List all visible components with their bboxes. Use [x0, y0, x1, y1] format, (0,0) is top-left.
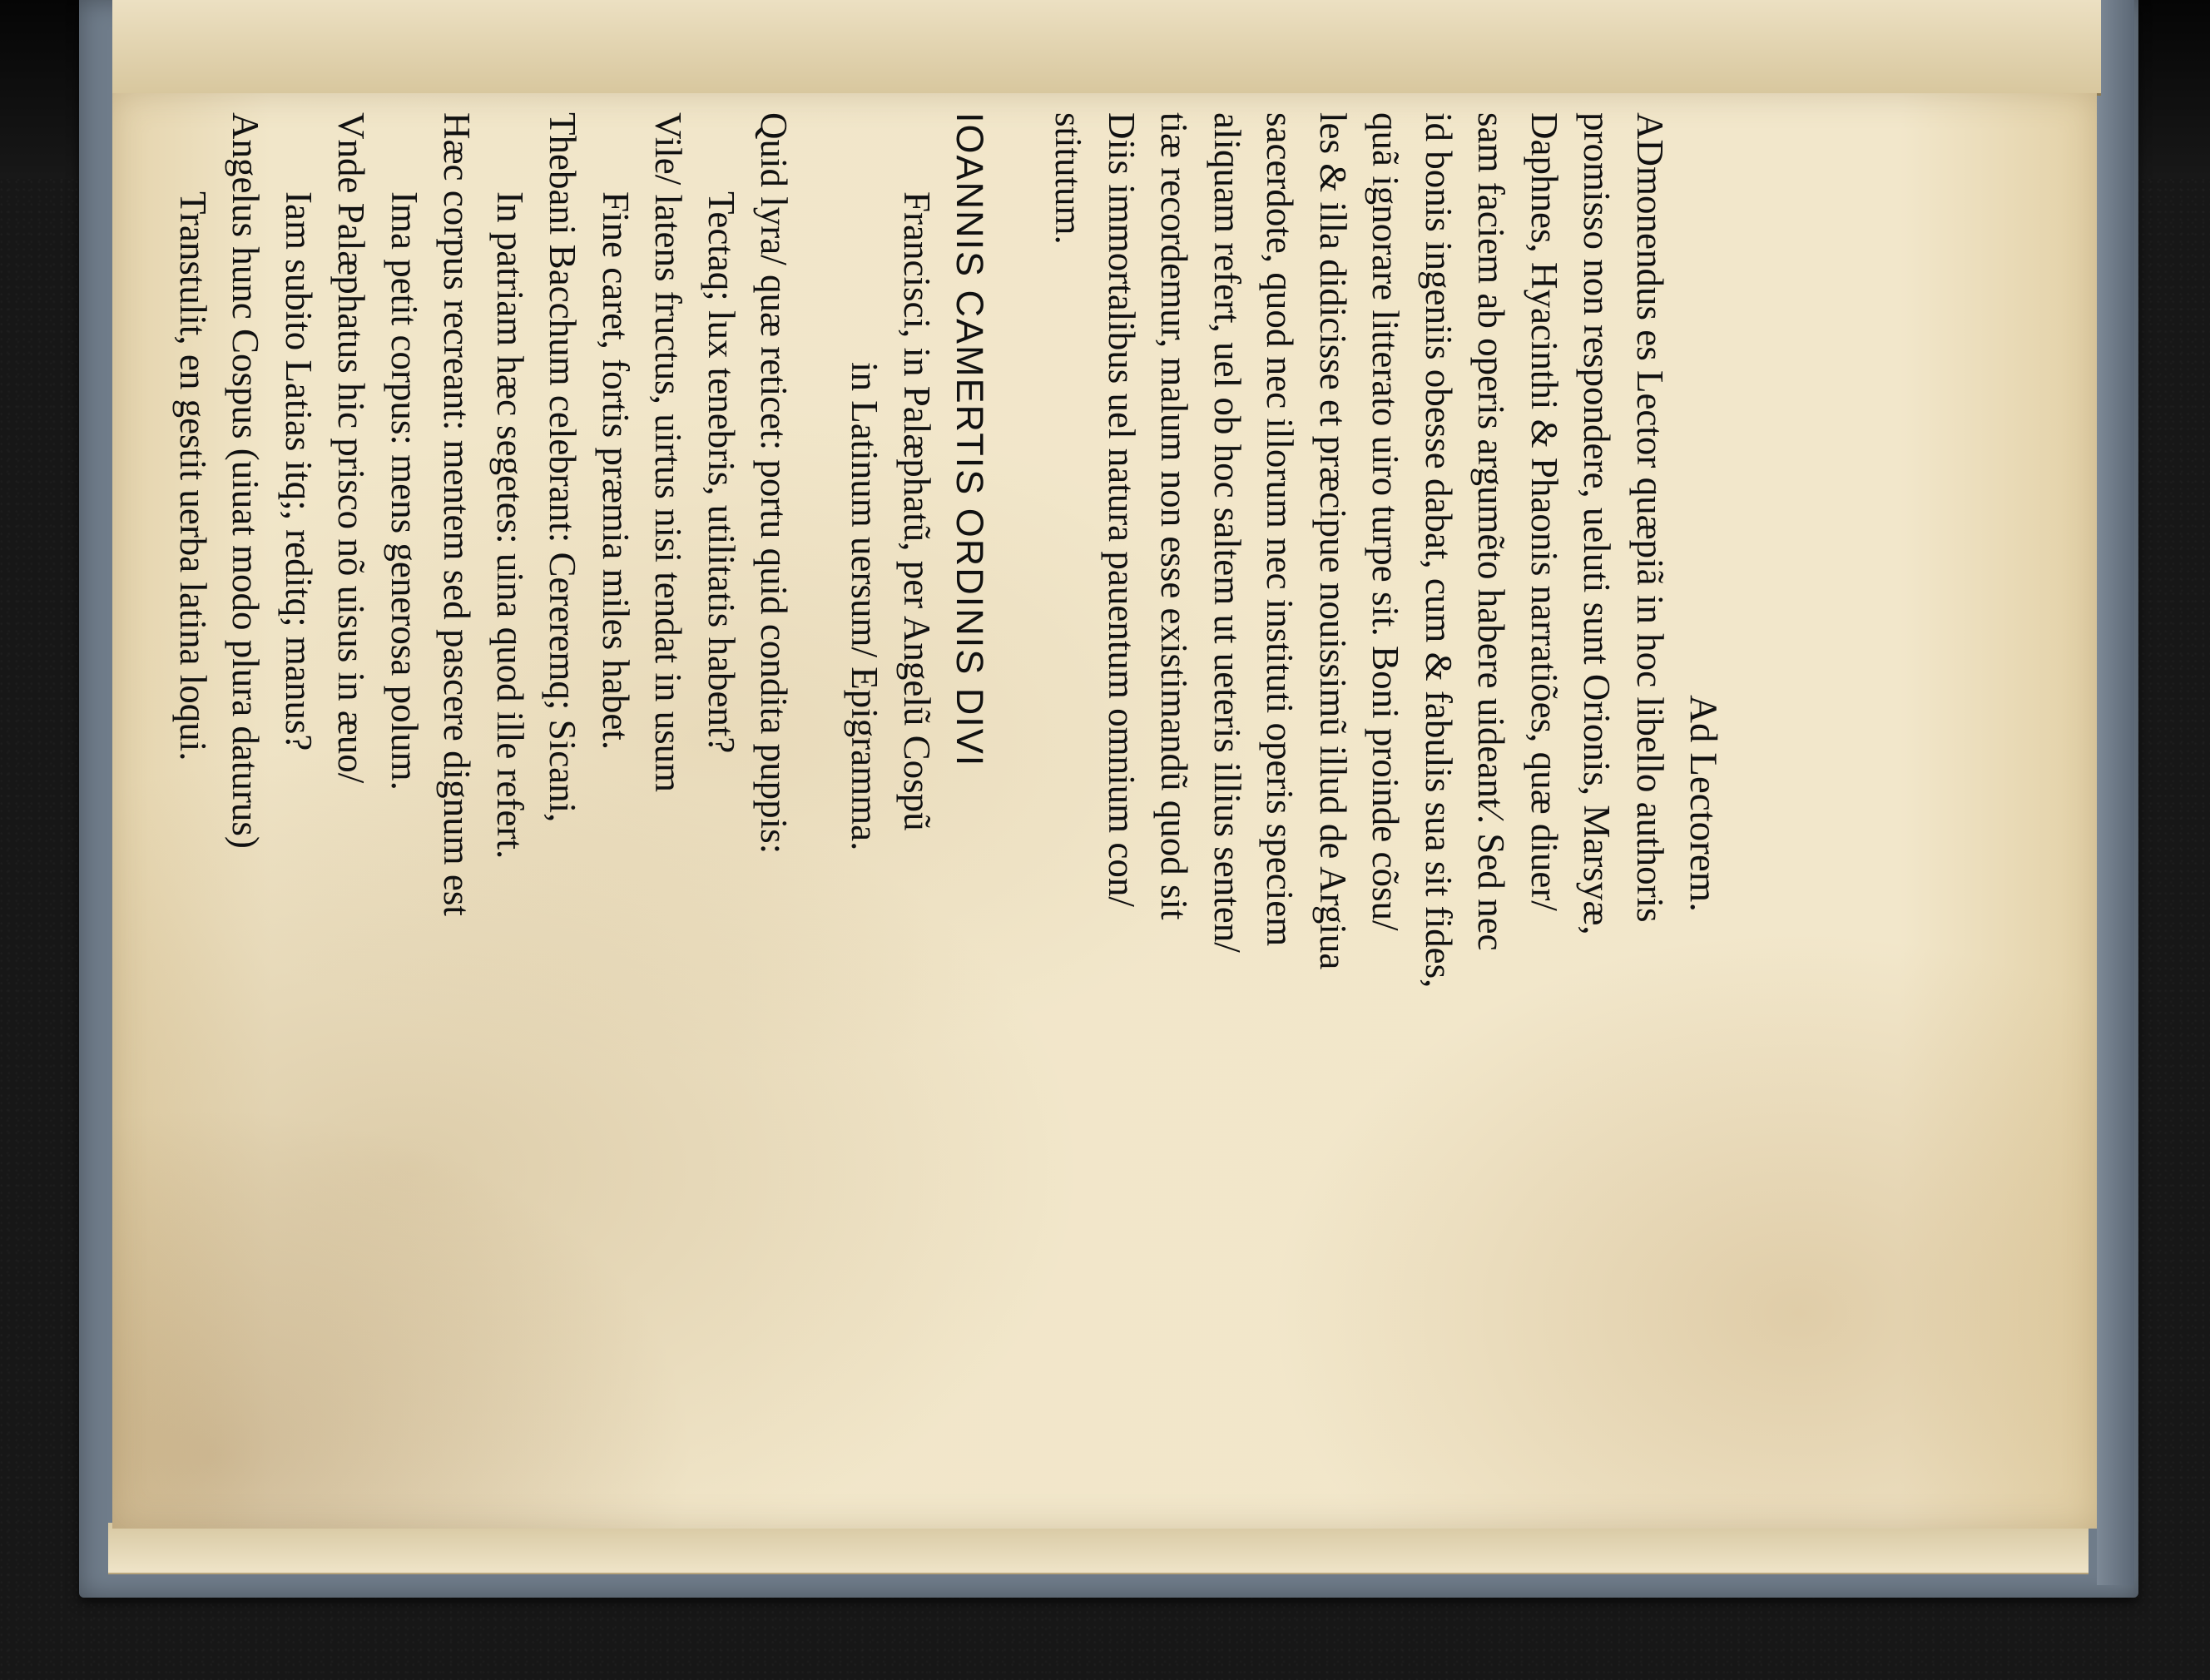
- verse-line: Quid lyra/ quæ reticet: portu quid condita puppis:: [753, 112, 795, 855]
- verse-line: Hæc corpus recreant: mentem sed pascere dignum est: [436, 112, 478, 916]
- page-text-block: [172, 112, 1731, 1510]
- verse-line: Iam subito Latias itq;, reditq; manus?: [278, 191, 320, 751]
- section-spacer: [996, 112, 1042, 1510]
- verse-line: Transtulit, en gestit uerba latina loqui.: [172, 191, 214, 761]
- preface-line: id bonis ingeniis obesse dabat, cum & fabulis sua sit fides,: [1418, 112, 1459, 989]
- verse-line: Tectaq; lux tenebris, utilitatis habent?: [701, 191, 742, 754]
- verse-line: Vile/ latens fructus, uirtus nisi tendat in usum: [647, 112, 690, 793]
- preface-line: sam faciem ab operis argumẽto habere uideant⁄. Sed nec: [1470, 112, 1513, 951]
- verse-line: In patriam hæc segetes: uina quod ille refert.: [489, 191, 531, 860]
- preface-line: Daphnes, Hyacinthi & Phaonis narratiões, quæ diuer/: [1524, 112, 1565, 911]
- preface-line: aliquam refert, uel ob hoc saltem ut ueteris illius senten/: [1207, 112, 1248, 953]
- book-spine-edge: [2097, 0, 2134, 1585]
- section-spacer: [800, 112, 838, 1510]
- preface-line: ADmonendus es Lector quæpiã in hoc libello authoris: [1629, 112, 1671, 923]
- verse-line: Vnde Palæphatus hic prisco nõ uisus in æuo/: [330, 112, 373, 784]
- preface-line: sacerdote, quod nec illorum nec instituti operis speciem: [1259, 112, 1301, 947]
- epigram-heading: IOANNIS CAMERTIS ORDINIS DIVI: [949, 112, 991, 768]
- preface-title: Ad Lectorem.: [1682, 695, 1725, 913]
- previous-page-edge: [112, 0, 2101, 96]
- epigram-heading: in Latinum uersum/ Epigramma.: [844, 362, 885, 851]
- preface-line: Diis immortalibus uel natura pauentum omnium con/: [1101, 112, 1142, 907]
- page-stack-edge: [108, 1523, 2089, 1574]
- verse-line: Angelus hunc Cospus (uiuat modo plura daturus): [225, 112, 267, 849]
- preface-line: stitutum.: [1048, 112, 1090, 245]
- preface-line: quã ignorare litterato uiro turpe sit. Boni proinde cõsu/: [1365, 112, 1407, 931]
- preface-line: tiæ recordemur, malum non esse existimandũ quod sit: [1153, 112, 1196, 920]
- verse-line: Thebani Bacchum celebrant: Cereremq; Sicani,: [542, 112, 584, 823]
- preface-line: les & illa didicisse et præcipue nouissimũ illud de Argiua: [1312, 112, 1354, 970]
- preface-line: promisso non respondere, ueluti sunt Orionis, Marsyæ,: [1576, 112, 1618, 935]
- verse-line: Ima petit corpus: mens generosa polum.: [384, 191, 425, 790]
- verse-line: Fine caret, fortis præmia miles habet.: [595, 191, 637, 751]
- epigram-heading: Francisci, in Palæphatũ, per Angelũ Cospũ: [896, 191, 939, 831]
